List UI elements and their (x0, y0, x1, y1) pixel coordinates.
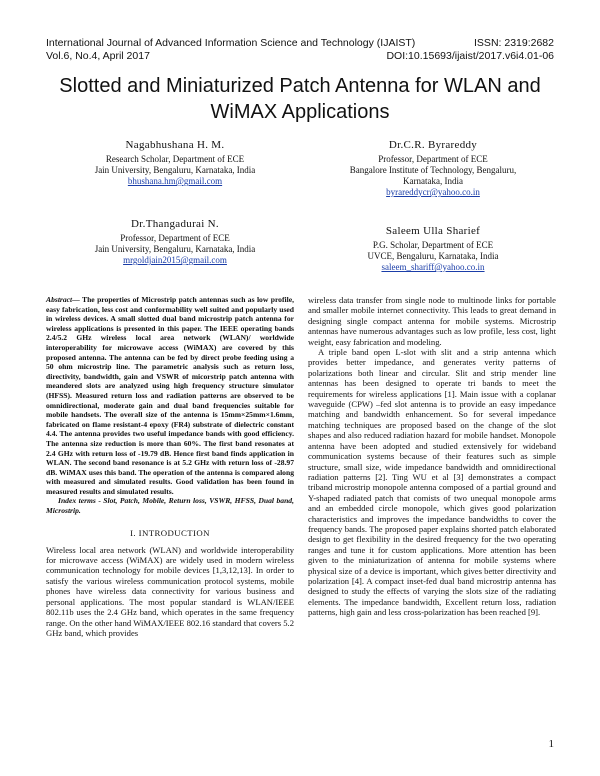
author-name: Nagabhushana H. M. (125, 139, 225, 151)
author-name: Dr.Thangadurai N. (131, 218, 219, 230)
abstract-text: — The properties of Microstrip patch antennas such as low profile, easy fabrication, less cost and conformability well suited and popularly used in wireless devices. A small slotted dual band microstrip patch antenna for wireless applications is presented in this paper. The IEEE operating bands 2.4/5.2 GHz wireless local area network (WLAN)/ worldwide interoperability for microwave access (WiMAX) are covered by this proposed antenna. The antenna can be fed by direct probe feeding using a 50 ohm microstrip line. The parametric analysis such as return loss, directivity, bandwidth, gain and VSWR of micorstrip patch antenna with meandered slots are analyzed using high frequency structure simulator (HFSS). Measured return loss and radiation patterns are observed to be omnidirectional, moderate gain and dual band frequencies suitable for mobile handsets. The overall size of the antenna is 15mm×25mm×1.6mm, fabricated on flame resistant-4 epoxy (FR4) substrate of dielectric constant 4.4. The antenna provides two useful impedance bands with good efficiency. The antenna size reduction is more than 60%. The first band resonates at 2.4 GHz with return loss of -19.79 dB. Hence first band finds application in WLAN. The second band resonance is at 5.2 GHz with return loss of -28.97 dB. WiMAX uses this band. The operation of the antenna is compared along with measured and simulated results. Good validation has been found in measured results and simulated results. (46, 295, 294, 496)
journal-header-left (46, 37, 415, 63)
author-affiliation-line: Karnataka, India (403, 176, 463, 186)
author-affiliation-line: Bangalore Institute of Technology, Bengaluru, (349, 165, 517, 175)
author-email-link[interactable]: bhushana.hm@gmail.com (127, 176, 223, 186)
author-name: Dr.C.R. Byrareddy (388, 139, 478, 151)
journal-name: International Journal of Advanced Information Science and Technology (IJAIST) (46, 37, 416, 49)
abstract (46, 295, 294, 496)
author-affiliation-line: Professor, Department of ECE (378, 154, 488, 164)
author-affiliation-line: UVCE, Bengaluru, Karnataka, India (367, 251, 499, 261)
intro-paragraph: A triple band open L-slot with slit and a strip antenna which provides better impedance, and generates verity patterns of polarizations both linear and circular. Slit and strip mender line antennas has been designed to operate tri bands to meet the requirements for wireless applications [1]. Main issue with a coplanar waveguide (CPW) –fed slot antenna is to provide an easy impedance matching and bandwidth enhancement. So for several impedance matching techniques are proposed based on the change of the slot shapes and also reduced radiation hazard for mobile handset. Monopole antenna have been adopted and studied extensively for wideband communication systems because of their features such as simple structure, small size, wide impedance bandwidth and omnidirectional radiation patterns [2]. Ting WU et al [3] demonstrates a compact triband microstrip monopole antenna composed of a partial ground and Y-shaped radiated patch that comists of two unequal monopole arms and an embedded circle monopole, which gives good polarization characteristics and improves the impedance bandwidths to cover the frequency bands. The proposed paper explains shorted patch elaborated design to get flexibility in the desired frequency for the two operating ranges and tune it for custom applications. More attention has been given to the miniaturization of antenna for mobile systems where physical size of a device is important, which gives better directivity and polarization [4]. A compact inset-fed dual band microstrip antenna has designed to study the effects of varying the slots size of the radiating elements. The impedance bandwidth, Excellent return loss, radiation patterns, high gain and less cross-polarization has been reached [9]. (308, 347, 556, 618)
intro-paragraph: Wireless local area network (WLAN) and worldwide interoperability for microwave access (WiMAX) are widely used in modern wireless communication technology for mobile devices [1,3,12,13]. In order to satisfy the various wireless communication protocol systems, mobile phones have wireless data connectivity for various business and personal applications. The most popular standard is WLAN/IEEE 802.11b uses the 2.4 GHz band, which operates in the same frequency range. On the other hand WiMAX/IEEE 802.16 standard that covers 5.2 GHz band, which provides (46, 544, 294, 638)
page-number: 1 (548, 738, 554, 750)
abstract-label: Abstract (46, 295, 73, 304)
author-block (60, 217, 290, 266)
author-affiliation-line: Jain University, Bengaluru, Karnataka, India (94, 244, 256, 254)
author-name: Saleem Ulla Sharief (385, 225, 481, 237)
author-block (318, 138, 548, 198)
author-affiliation-line: Professor, Department of ECE (120, 233, 230, 243)
journal-header-right (386, 37, 554, 63)
index-terms: Index terms - Slot, Patch, Mobile, Return loss, VSWR, HFSS, Dual band, Microstrip. (46, 496, 294, 516)
author-email-link[interactable]: mrgoldjain2015@gmail.com (123, 255, 227, 265)
journal-issn: ISSN: 2319:2682 (474, 37, 554, 49)
right-column (308, 295, 556, 618)
author-affiliation-line: P.G. Scholar, Department of ECE (372, 240, 494, 250)
intro-paragraph-continued: wireless data transfer from single node to multinode links for portable and smaller mobile internet connectivity. This leads to great demand in designing single compact antenna for mobile systems. Microstrip antennas have numerous advantages such as low profile, less cost, light weight, easy fabrication and modeling. (308, 295, 556, 347)
author-affiliation-line: Research Scholar, Department of ECE (105, 154, 245, 164)
author-email-link[interactable]: byrareddycr@yahoo.co.in (386, 187, 480, 197)
paper-title: Slotted and Miniaturized Patch Antenna for WLAN and WiMAX Applications (59, 75, 541, 124)
left-column (46, 295, 294, 638)
author-email-link[interactable]: saleem_shariff@yahoo.co.in (381, 262, 485, 272)
journal-doi: DOI:10.15693/ijaist/2017.v6i4.01-06 (386, 50, 554, 62)
author-affiliation-line: Jain University, Bengaluru, Karnataka, India (94, 165, 256, 175)
author-block (318, 224, 548, 273)
author-block (60, 138, 290, 187)
journal-volume: Vol.6, No.4, April 2017 (46, 50, 150, 62)
section-heading: I. INTRODUCTION (130, 527, 210, 538)
